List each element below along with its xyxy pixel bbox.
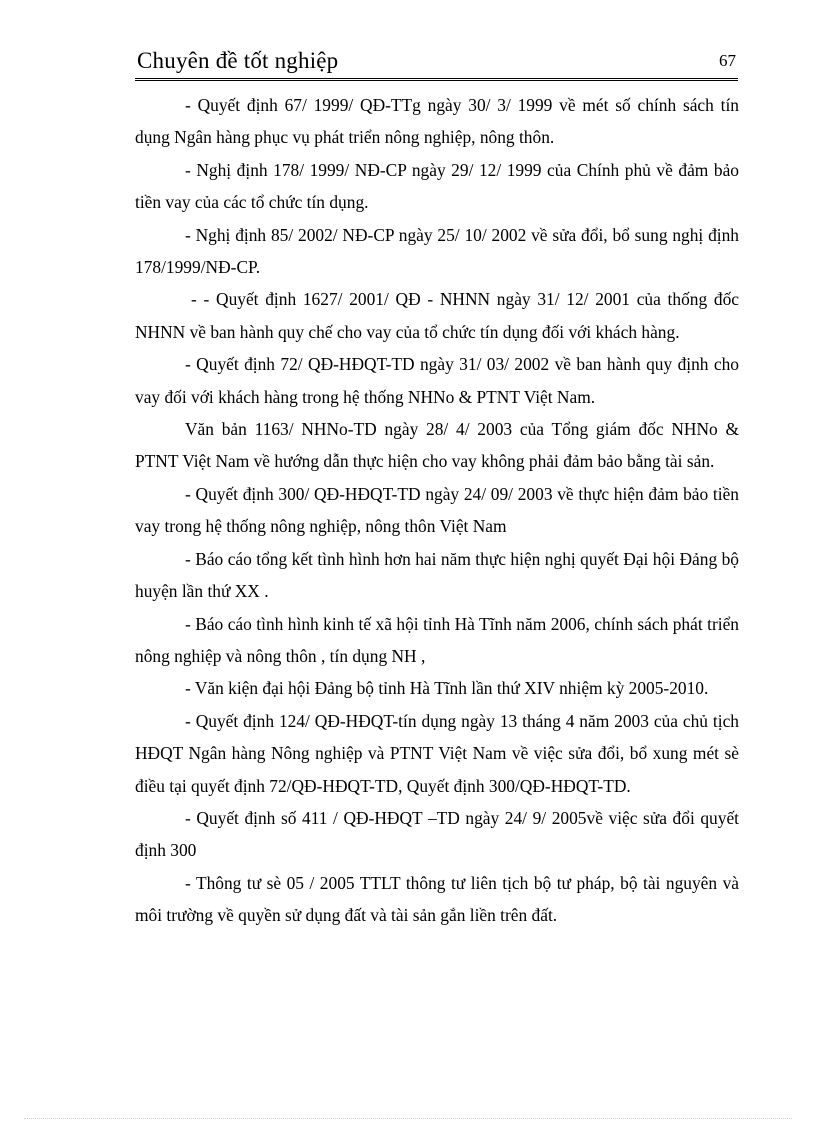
reference-paragraph: - Quyết định số 411 / QĐ-HĐQT –TD ngày 24/ 9/ 2005về việc sửa đổi quyết định 300 <box>135 807 739 861</box>
reference-paragraph: - - Quyết định 1627/ 2001/ QĐ - NHNN ngày 31/ 12/ 2001 của thống đốc NHNN về ban hành quy chế cho vay của tổ chức tín dụng đối với khách hàng. <box>135 289 739 342</box>
reference-paragraph: - Văn kiện đại hội Đảng bộ tỉnh Hà Tĩnh lần thứ XIV nhiệm kỳ 2005-2010. <box>185 678 709 699</box>
reference-paragraph: - Báo cáo tổng kết tình hình hơn hai năm thực hiện nghị quyết Đại hội Đảng bộ huyện lần thứ XX . <box>135 548 739 602</box>
reference-paragraph: - Báo cáo tình hình kinh tế xã hội tỉnh Hà Tĩnh năm 2006, chính sách phát triển nông nghiệp và nông thôn , tín dụng NH , <box>135 613 739 666</box>
reference-paragraph: - Nghị định 85/ 2002/ NĐ-CP ngày 25/ 10/ 2002 về sửa đổi, bổ sung nghị định 178/1999/NĐ-CP. <box>135 224 739 278</box>
reference-paragraph: Văn bản 1163/ NHNo-TD ngày 28/ 4/ 2003 của Tổng giám đốc NHNo & PTNT Việt Nam về hướng dẫn thực hiện cho vay không phải đảm bảo bằng tài sản. <box>135 419 739 472</box>
reference-paragraph: - Quyết định 67/ 1999/ QĐ-TTg ngày 30/ 3/ 1999 về mét số chính sách tín dụng Ngân hàng phục vụ phát triển nông nghiệp, nông thôn. <box>135 95 739 148</box>
reference-paragraph: - Quyết định 124/ QĐ-HĐQT-tín dụng ngày 13 tháng 4 năm 2003 của chủ tịch HĐQT Ngân hàng Nông nghiệp và PTNT Việt Nam về việc sửa đổi, bổ xung mét sè điều tại quyết định 72/QĐ-HĐQT-TD, Quyết định 300/QĐ-HĐQT-TD. <box>135 710 739 796</box>
reference-paragraph: - Nghị định 178/ 1999/ NĐ-CP ngày 29/ 12/ 1999 của Chính phủ về đảm bảo tiền vay của các tổ chức tín dụng. <box>135 159 739 213</box>
page-header <box>135 46 738 81</box>
footer-divider <box>24 1118 792 1119</box>
reference-paragraph: - Thông tư sè 05 / 2005 TTLT thông tư liên tịch bộ tư pháp, bộ tài nguyên và môi trường về quyền sử dụng đất và tài sản gắn liền trên đất. <box>135 872 739 926</box>
reference-paragraph: - Quyết định 300/ QĐ-HĐQT-TD ngày 24/ 09/ 2003 về thực hiện đảm bảo tiền vay trong hệ thống nông nghiệp, nông thôn Việt Nam <box>135 483 739 537</box>
reference-paragraph: - Quyết định 72/ QĐ-HĐQT-TD ngày 31/ 03/ 2002 về ban hành quy định cho vay đối với khách hàng trong hệ thống NHNo & PTNT Việt Nam. <box>135 354 739 407</box>
header-title: Chuyên đề tốt nghiệp <box>137 48 339 73</box>
page-number: 67 <box>719 51 736 70</box>
document-body <box>135 89 739 932</box>
